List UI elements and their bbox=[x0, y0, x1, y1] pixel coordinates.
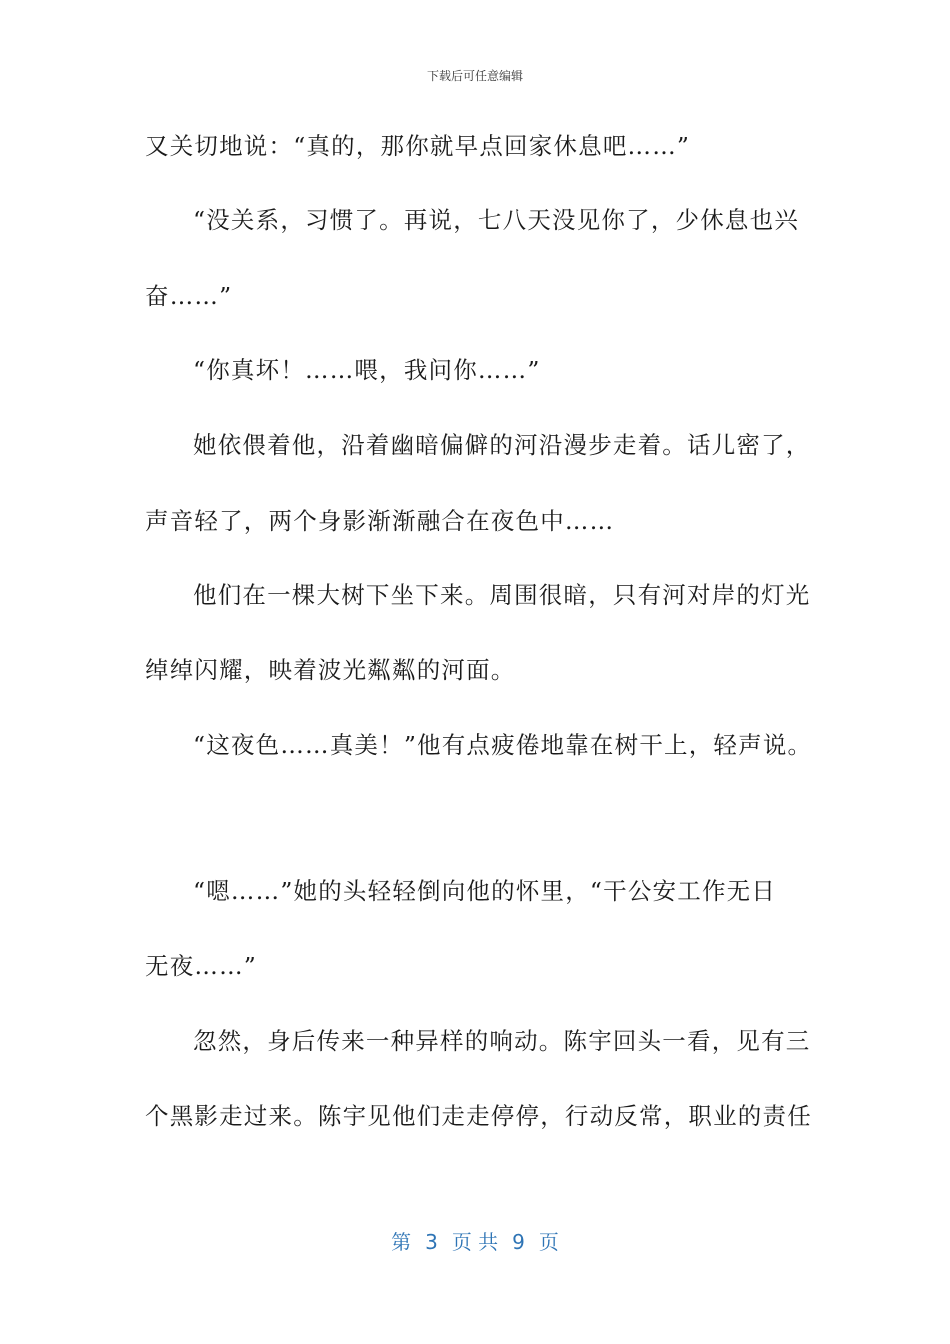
page-footer bbox=[0, 1226, 950, 1255]
current-page-number: 3 bbox=[425, 1230, 438, 1254]
body-line-9: “这夜色……真美！”他有点疲倦地靠在树干上，轻声说。 bbox=[193, 731, 813, 759]
body-line-6: 声音轻了，两个身影渐渐融合在夜色中…… bbox=[145, 507, 615, 535]
footer-label-prefix: 第 bbox=[391, 1230, 412, 1254]
body-line-11: 无夜……” bbox=[145, 952, 258, 980]
footer-label-middle: 页 共 bbox=[451, 1230, 499, 1254]
body-line-12: 忽然，身后传来一种异样的响动。陈宇回头一看，见有三 bbox=[193, 1027, 811, 1055]
footer-label-suffix: 页 bbox=[538, 1230, 559, 1254]
body-line-5: 她依偎着他，沿着幽暗偏僻的河沿漫步走着。话儿密了， bbox=[193, 431, 811, 459]
body-line-1: 又关切地说：“真的，那你就早点回家休息吧……” bbox=[145, 132, 691, 160]
body-line-4: “你真坏！……喂，我问你……” bbox=[193, 356, 541, 384]
body-line-7: 他们在一棵大树下坐下来。周围很暗，只有河对岸的灯光 bbox=[193, 581, 811, 609]
body-line-8: 绰绰闪耀，映着波光粼粼的河面。 bbox=[145, 656, 516, 684]
page-header: 下载后可任意编辑 bbox=[426, 69, 523, 83]
body-line-3: 奋……” bbox=[145, 282, 233, 310]
total-pages-number: 9 bbox=[512, 1230, 525, 1254]
body-line-13: 个黑影走过来。陈宇见他们走走停停，行动反常，职业的责任 bbox=[145, 1102, 812, 1130]
body-line-10: “嗯……”她的头轻轻倒向他的怀里，“干公安工作无日 bbox=[193, 877, 777, 905]
body-line-2: “没关系，习惯了。再说，七八天没见你了，少休息也兴 bbox=[193, 206, 800, 234]
